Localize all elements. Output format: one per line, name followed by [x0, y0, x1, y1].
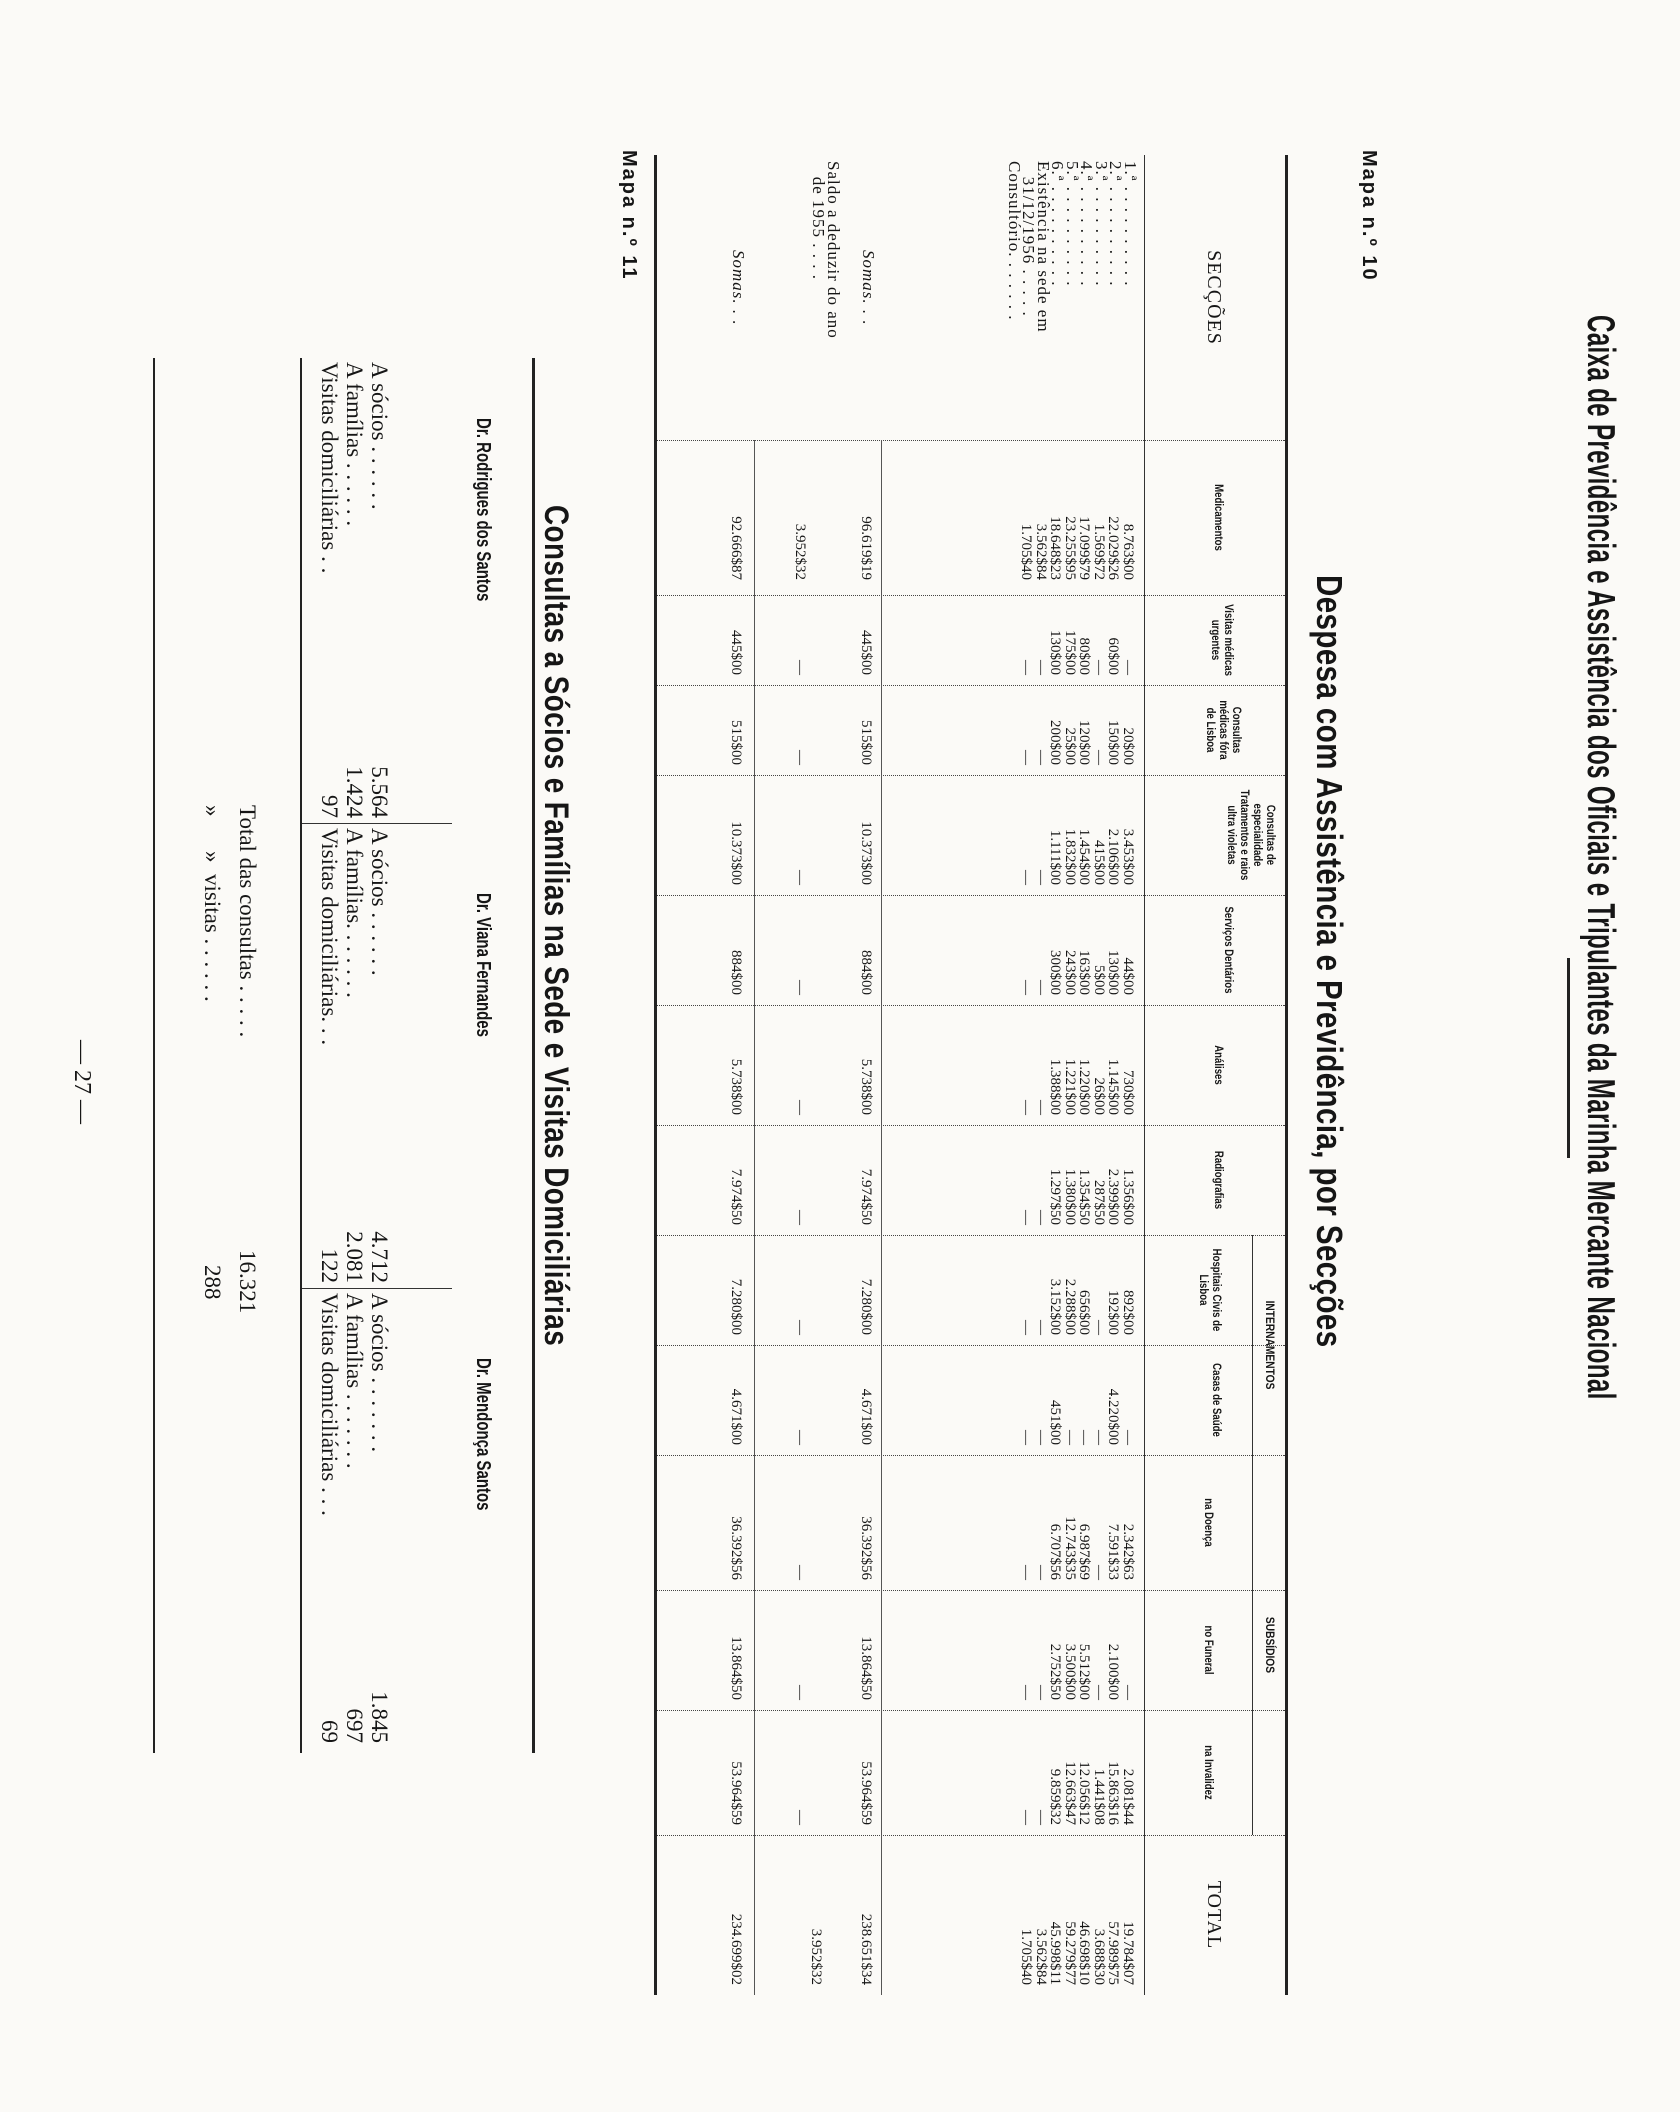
header-no-funeral: no Funeral	[1202, 1625, 1216, 1675]
doctor-name-2: Dr. Viana Fernandes	[472, 893, 494, 1037]
somas2-consultas-fora: 515$00	[728, 720, 744, 765]
col-sep	[657, 1345, 1285, 1346]
row-labels-sections: 1.ª . . . . . . . . . . 2.ª . . . . . . . . . . 3.ª . . . . . . . . . . 4.ª . . . . . . . . . . 5.ª . . . . . . . . . . 6.ª . . . . . . . . . . Existência na sede em 31/12/1956 . . . . . Consultório. . . . . . .	[1005, 161, 1140, 333]
col-sep	[657, 895, 1285, 896]
col-radiografias: 1.356$00 2.399$00 287$50 1.354$50 1.380$00 1.297$50 — —	[1018, 1168, 1136, 1225]
header-casas-saude: Casas de Saúde	[1210, 1363, 1224, 1437]
somas-hospitais: 7.280$00	[858, 1278, 874, 1335]
map11-table	[300, 358, 535, 1753]
col-sep	[657, 1710, 1285, 1711]
col-sep	[657, 440, 1285, 441]
col-na-invalidez: 2.081$44 15.863$16 1.441$08 12.056$12 12.663$47 9.859$32 — —	[1018, 1761, 1136, 1825]
somas-casas-saude: 4.671$00	[858, 1388, 874, 1445]
group-subsidios: SUBSÍDIOS	[1263, 1616, 1277, 1674]
doctor-name-1: Dr. Rodrigues dos Santos	[472, 418, 494, 602]
header-dentarios: Serviços Dentários	[1222, 906, 1236, 994]
col-sep	[657, 1235, 1285, 1236]
somas-na-doenca: 36.392$56	[858, 1516, 874, 1580]
header-total: TOTAL	[1203, 1880, 1225, 1950]
col-sep	[657, 595, 1285, 596]
col-no-funeral: — 2.100$00 — 5.512$00 3.500$00 2.752$50 — —	[1018, 1643, 1136, 1700]
somas-total: 238.651$34	[858, 1913, 874, 1985]
somas-na-invalidez: 53.964$59	[858, 1761, 874, 1825]
col-consultas-esp: 3.453$00 2.106$00 415$00 1.454$00 1.832$00 1.111$00 — —	[1018, 828, 1136, 885]
col-medicamentos: 8.763$00 22.029$26 1.569$72 17.099$79 23.255$95 18.648$23 3.562$84 1.705$40	[1018, 516, 1136, 580]
col-sep	[657, 775, 1285, 776]
somas2-casas-saude: 4.671$00	[728, 1388, 744, 1445]
somas2-na-doenca: 36.392$56	[728, 1516, 744, 1580]
saldo-radiografias: —	[792, 1210, 808, 1225]
row-label-somas: Somas. . .	[859, 250, 878, 326]
col-analises: 730$00 1.145$00 26$00 1.220$00 1.221$00 1.388$00 — —	[1018, 1058, 1136, 1115]
saldo-dentarios: —	[792, 980, 808, 995]
somas-consultas-esp: 10.373$00	[858, 821, 874, 885]
map11-title: Consultas a Sócios e Famílias na Sede e Visitas Domiciliárias	[537, 505, 575, 1347]
col-casas-saude: — 4.220$00 — — — 451$00 — —	[1018, 1388, 1136, 1445]
total-visitas-value: 288	[200, 1265, 225, 1300]
header-seccoes: SECÇÕES	[1203, 250, 1225, 345]
header-hospitais: Hospitais Civis de Lisboa	[1197, 1248, 1224, 1332]
group-rule-subsidios	[1252, 1455, 1253, 1835]
saldo-total: 3.952$32	[808, 1928, 824, 1985]
somas2-analises: 5.738$00	[728, 1058, 744, 1115]
col-total: 19.784$07 57.989$75 3.688$30 46.698$10 59.279$77 45.998$11 3.562$84 1.705$40	[1018, 1921, 1136, 1985]
total-consultas-label: Total das consultas . . . . .	[235, 805, 260, 1038]
somas-dentarios: 884$00	[858, 950, 874, 995]
somas2-na-invalidez: 53.964$59	[728, 1761, 744, 1825]
doctor-rows-3: A sócios . . . . . . . A famílias . . . . . . . Visitas domiciliárias . . .	[317, 1293, 392, 1516]
col-consultas-fora: 20$00 150$00 — 120$00 25$00 200$00 — —	[1018, 720, 1136, 765]
total-consultas-value: 16.321	[235, 1250, 260, 1314]
somas2-hospitais: 7.280$00	[728, 1278, 744, 1335]
group-internamentos: INTERNAMENTOS	[1263, 1300, 1277, 1390]
col-sep	[657, 1455, 1285, 1456]
main-title: Caixa de Previdência e Assistência dos Oficiais e Tripulantes da Marinha Mercante Nacional	[1579, 315, 1622, 1400]
total-visitas-label: » » visitas . . . . . .	[200, 805, 225, 1002]
col-na-doenca: 2.342$63 7.591$33 — 6.987$69 12.743$35 6.707$56 — —	[1018, 1516, 1136, 1580]
page-number: — 27 —	[69, 1040, 95, 1124]
col-dentarios: 44$00 130$00 5$00 163$00 243$00 300$00 — —	[1018, 950, 1136, 995]
doctor-values-1: 5.564 1.424 97	[317, 766, 392, 818]
somas-consultas-fora: 515$00	[858, 720, 874, 765]
header-rule	[1144, 155, 1145, 1995]
col-sep	[657, 1835, 1285, 1836]
somas-medicamentos: 96.619$19	[858, 516, 874, 580]
title-rule	[1567, 958, 1570, 1158]
saldo-hospitais: —	[792, 1320, 808, 1335]
doctor-values-2: 4.712 2.081 122	[317, 1231, 392, 1283]
map10-label: Mapa n.º 10	[1358, 150, 1380, 282]
header-visitas: Visitas médicas urgentes	[1209, 604, 1236, 676]
saldo-visitas: —	[792, 660, 808, 675]
somas2-rule	[754, 440, 755, 1995]
somas2-consultas-esp: 10.373$00	[728, 821, 744, 885]
somas-no-funeral: 13.864$50	[858, 1636, 874, 1700]
header-consultas-fora: Consultas médicas fóra de Lisboa	[1204, 700, 1244, 760]
somas-analises: 5.738$00	[858, 1058, 874, 1115]
saldo-casas-saude: —	[792, 1430, 808, 1445]
map11-label: Mapa n.º 11	[618, 150, 640, 281]
somas2-no-funeral: 13.864$50	[728, 1636, 744, 1700]
header-analises: Análises	[1212, 1045, 1226, 1085]
saldo-no-funeral: —	[792, 1685, 808, 1700]
header-medicamentos: Medicamentos	[1212, 484, 1226, 551]
header-radiografias: Radiografias	[1212, 1150, 1226, 1210]
map11-col-sep	[302, 1288, 452, 1289]
somas2-total: 234.699$02	[728, 1913, 744, 1985]
somas2-medicamentos: 92.666$87	[728, 516, 744, 580]
col-sep	[657, 1590, 1285, 1591]
bottom-rule	[153, 358, 155, 1753]
somas2-visitas: 445$00	[728, 630, 744, 675]
somas2-radiografias: 7.974$50	[728, 1168, 744, 1225]
doctor-rows-1: A sócios . . . . . . A famílias . . . . . . Visitas domiciliárias . .	[317, 362, 392, 574]
saldo-medicamentos: 3.952$32	[792, 523, 808, 580]
doctor-rows-2: A sócios . . . . . . A famílias. . . . . . . Visitas domiciliárias. . .	[317, 828, 392, 1046]
saldo-consultas-fora: —	[792, 750, 808, 765]
map10-title: Despesa com Assistência e Previdência, por Secções	[1309, 575, 1350, 1348]
col-sep	[657, 1005, 1285, 1006]
col-visitas: — 60$00 — 80$00 175$00 130$00 — —	[1018, 630, 1136, 675]
somas-rule	[881, 440, 882, 1995]
doctor-values-3: 1.845 697 69	[317, 1691, 392, 1743]
somas-radiografias: 7.974$50	[858, 1168, 874, 1225]
col-hospitais: 892$00 192$00 — 656$00 2.288$00 3.152$00 — —	[1018, 1278, 1136, 1335]
header-consultas-esp: Consultas de especialidade Tratamentos e raios ultra violetas	[1225, 789, 1278, 881]
row-label-saldo: Saldo a deduzir do ano de 1955 . . . .	[809, 161, 843, 339]
group-rule-internamentos	[1252, 1235, 1253, 1455]
saldo-analises: —	[792, 1100, 808, 1115]
col-sep	[657, 685, 1285, 686]
map11-col-sep	[302, 823, 452, 824]
somas2-dentarios: 884$00	[728, 950, 744, 995]
somas-visitas: 445$00	[858, 630, 874, 675]
header-na-invalidez: na Invalidez	[1202, 1745, 1216, 1800]
saldo-consultas-esp: —	[792, 870, 808, 885]
saldo-na-doenca: —	[792, 1565, 808, 1580]
row-label-somas2: Somas. . .	[729, 250, 748, 326]
doctor-name-3: Dr. Mendonça Santos	[472, 1358, 494, 1511]
saldo-na-invalidez: —	[792, 1810, 808, 1825]
col-sep	[657, 1125, 1285, 1126]
map10-table	[654, 155, 1288, 1995]
header-na-doenca: na Doença	[1202, 1498, 1216, 1547]
